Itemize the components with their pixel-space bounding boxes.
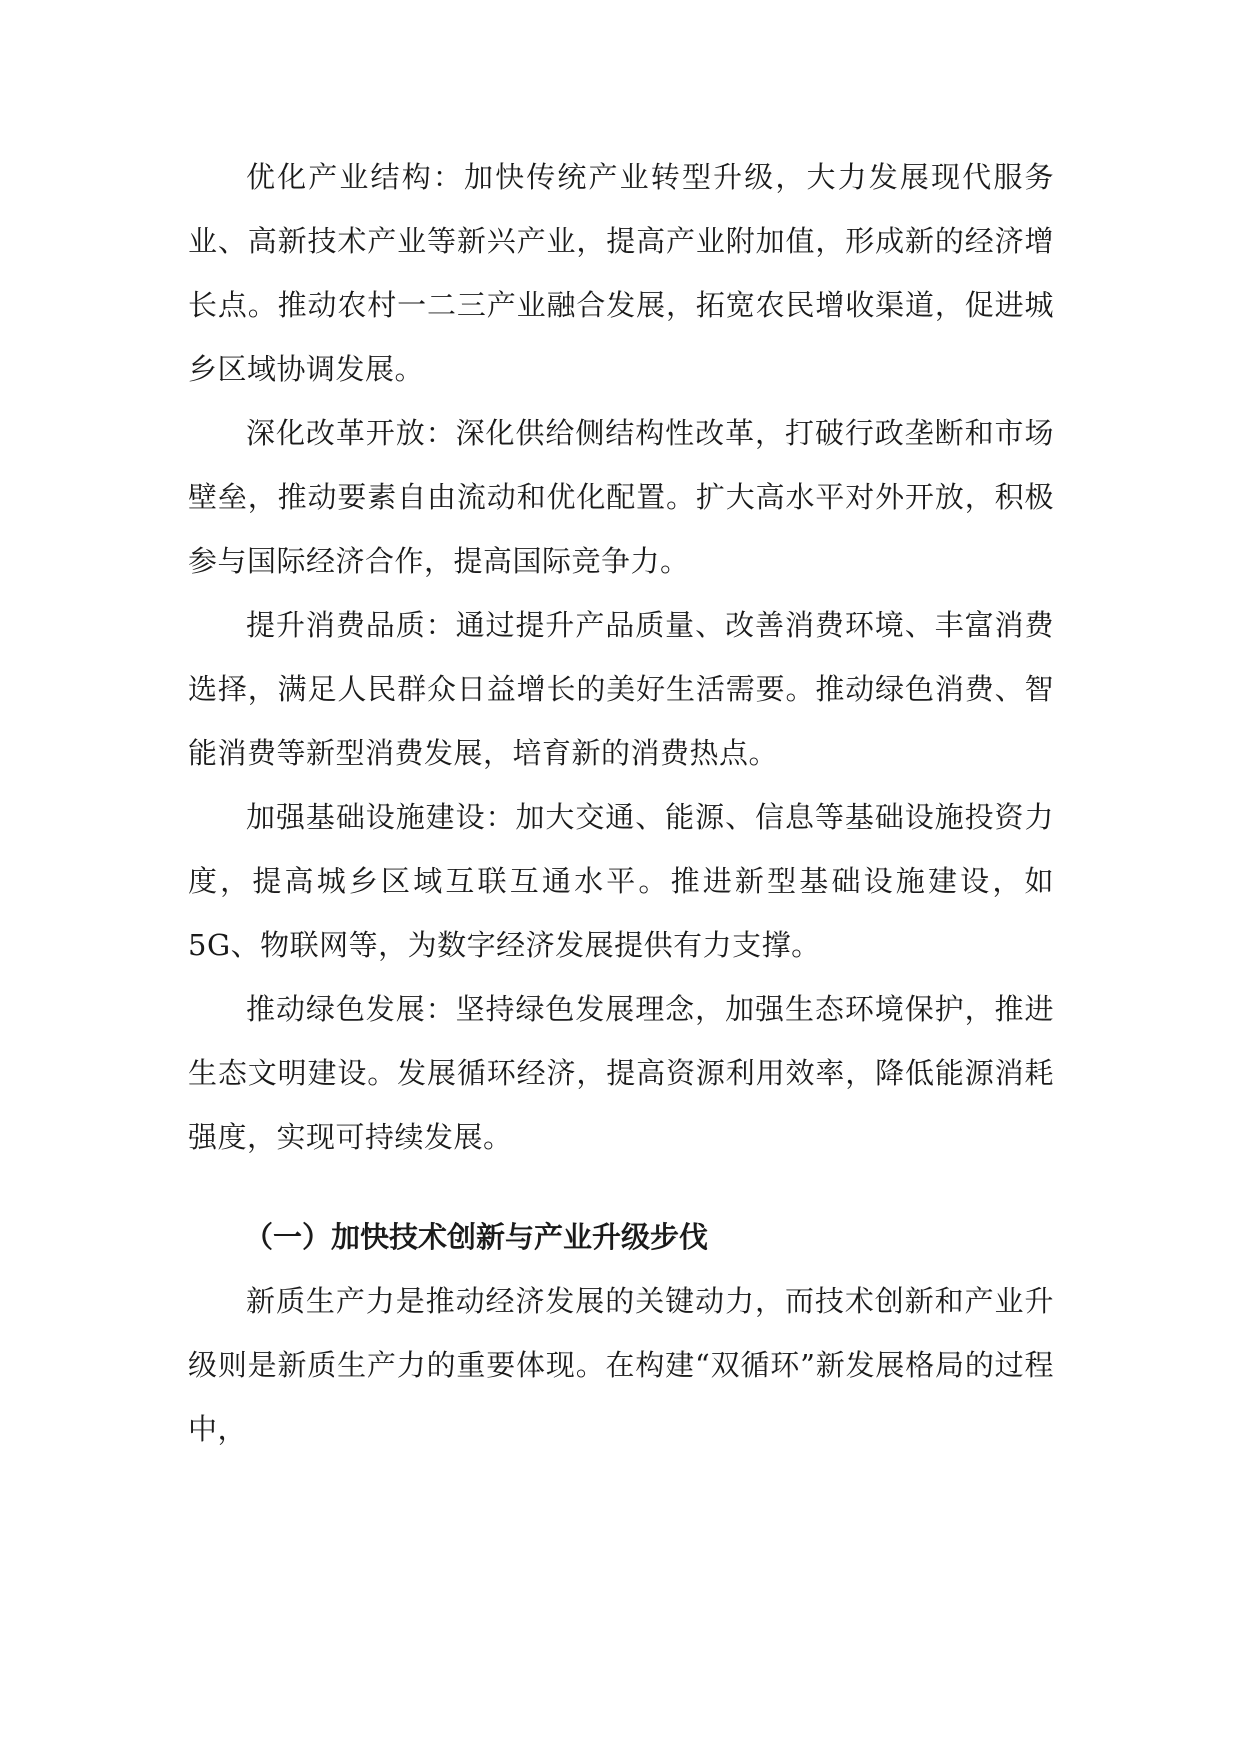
paragraph-green-development: 推动绿色发展：坚持绿色发展理念，加强生态环境保护，推进生态文明建设。发展循环经济，提高资源利用效率，降低能源消耗强度，实现可持续发展。: [188, 992, 1054, 1154]
section-heading: （一）加快技术创新与产业升级步伐: [244, 1220, 709, 1254]
paragraph-deepen-reform: 深化改革开放：深化供给侧结构性改革，打破行政垄断和市场壁垒，推动要素自由流动和优化配置。扩大高水平对外开放，积极参与国际经济合作，提高国际竞争力。: [188, 416, 1054, 578]
paragraph-tech-innovation: 新质生产力是推动经济发展的关键动力，而技术创新和产业升级则是新质生产力的重要体现。在构建“双循环”新发展格局的过程中，: [188, 1284, 1054, 1446]
paragraph-consumption-quality: 提升消费品质：通过提升产品质量、改善消费环境、丰富消费选择，满足人民群众日益增长的美好生活需要。推动绿色消费、智能消费等新型消费发展，培育新的消费热点。: [188, 608, 1054, 770]
document-body: [188, 145, 1054, 1461]
paragraph-infrastructure: 加强基础设施建设：加大交通、能源、信息等基础设施投资力度，提高城乡区域互联互通水平。推进新型基础设施建设，如5G、物联网等，为数字经济发展提供有力支撑。: [188, 800, 1054, 962]
paragraph-optimize-industry: 优化产业结构：加快传统产业转型升级，大力发展现代服务业、高新技术产业等新兴产业，提高产业附加值，形成新的经济增长点。推动农村一二三产业融合发展，拓宽农民增收渠道，促进城乡区域协调发展。: [188, 160, 1054, 386]
